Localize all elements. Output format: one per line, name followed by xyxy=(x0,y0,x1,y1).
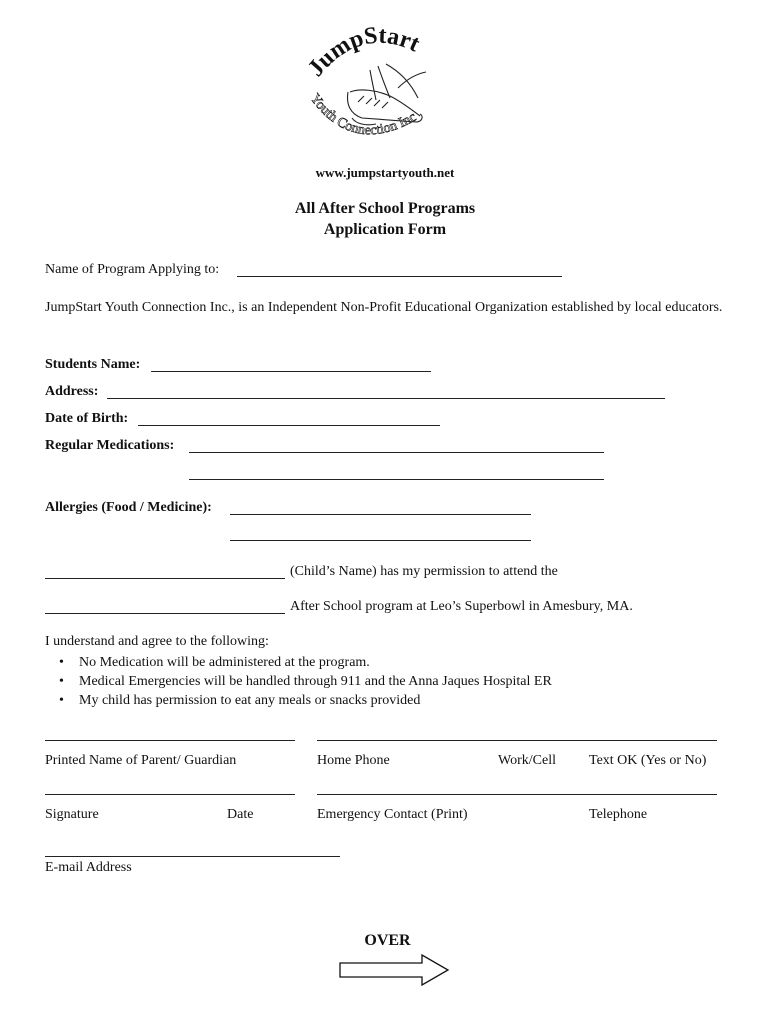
permission-line2: After School program at Leo’s Superbowl in Amesbury, MA. xyxy=(290,599,633,614)
logo xyxy=(290,18,460,158)
medications-field-1[interactable] xyxy=(189,452,604,453)
agreement-item: • My child has permission to eat any meals or snacks provided xyxy=(45,691,745,710)
svg-text:JumpStart xyxy=(303,23,424,82)
emergency-contact-field[interactable] xyxy=(317,794,717,795)
program-label: Name of Program Applying to: xyxy=(45,262,220,277)
medications-field-2[interactable] xyxy=(189,479,604,480)
dob-field[interactable] xyxy=(138,425,440,426)
address-label: Address: xyxy=(45,384,99,399)
phone-field[interactable] xyxy=(317,740,717,741)
title-line2: Application Form xyxy=(323,221,447,238)
work-cell-label: Work/Cell xyxy=(498,753,556,768)
intro-text: JumpStart Youth Connection Inc., is an Independent Non-Profit Educational Organization established by local educators. xyxy=(45,300,723,315)
allergies-label: Allergies (Food / Medicine): xyxy=(45,500,212,515)
allergies-field-1[interactable] xyxy=(230,514,531,515)
program-field[interactable] xyxy=(237,276,562,277)
printed-name-label: Printed Name of Parent/ Guardian xyxy=(45,753,237,768)
home-phone-label: Home Phone xyxy=(317,753,390,768)
program-attend-field[interactable] xyxy=(45,613,285,614)
child-name-field[interactable] xyxy=(45,578,285,579)
agreement-list xyxy=(45,653,745,710)
student-name-label: Students Name: xyxy=(45,357,141,372)
allergies-field-2[interactable] xyxy=(230,540,531,541)
website-url[interactable]: www.jumpstartyouth.net xyxy=(315,165,455,180)
logo-graphic xyxy=(290,18,460,158)
title-line1: All After School Programs xyxy=(294,200,476,217)
dob-label: Date of Birth: xyxy=(45,411,129,426)
student-name-field[interactable] xyxy=(151,371,431,372)
telephone-label: Telephone xyxy=(589,807,648,822)
agreement-item: • Medical Emergencies will be handled through 911 and the Anna Jaques Hospital ER xyxy=(45,672,745,691)
emergency-contact-label: Emergency Contact (Print) xyxy=(317,807,468,822)
permission-line1: (Child’s Name) has my permission to attend the xyxy=(290,564,558,579)
signature-label: Signature xyxy=(45,807,99,822)
agreement-heading: I understand and agree to the following: xyxy=(45,634,269,649)
logo-ring-text: Youth Connection Inc xyxy=(306,91,420,139)
svg-text:Youth Connection Inc xyxy=(307,91,419,138)
medications-label: Regular Medications: xyxy=(45,438,175,453)
text-ok-label: Text OK (Yes or No) xyxy=(589,753,707,768)
logo-word: JumpStart xyxy=(302,22,424,82)
date-label: Date xyxy=(227,807,254,822)
signature-field[interactable] xyxy=(45,794,295,795)
printed-name-field[interactable] xyxy=(45,740,295,741)
email-field[interactable] xyxy=(45,856,340,857)
over-label: OVER xyxy=(364,932,411,949)
email-label: E-mail Address xyxy=(45,860,132,875)
agreement-item: • No Medication will be administered at the program. xyxy=(45,653,745,672)
right-arrow-icon xyxy=(338,953,453,992)
address-field[interactable] xyxy=(107,398,665,399)
